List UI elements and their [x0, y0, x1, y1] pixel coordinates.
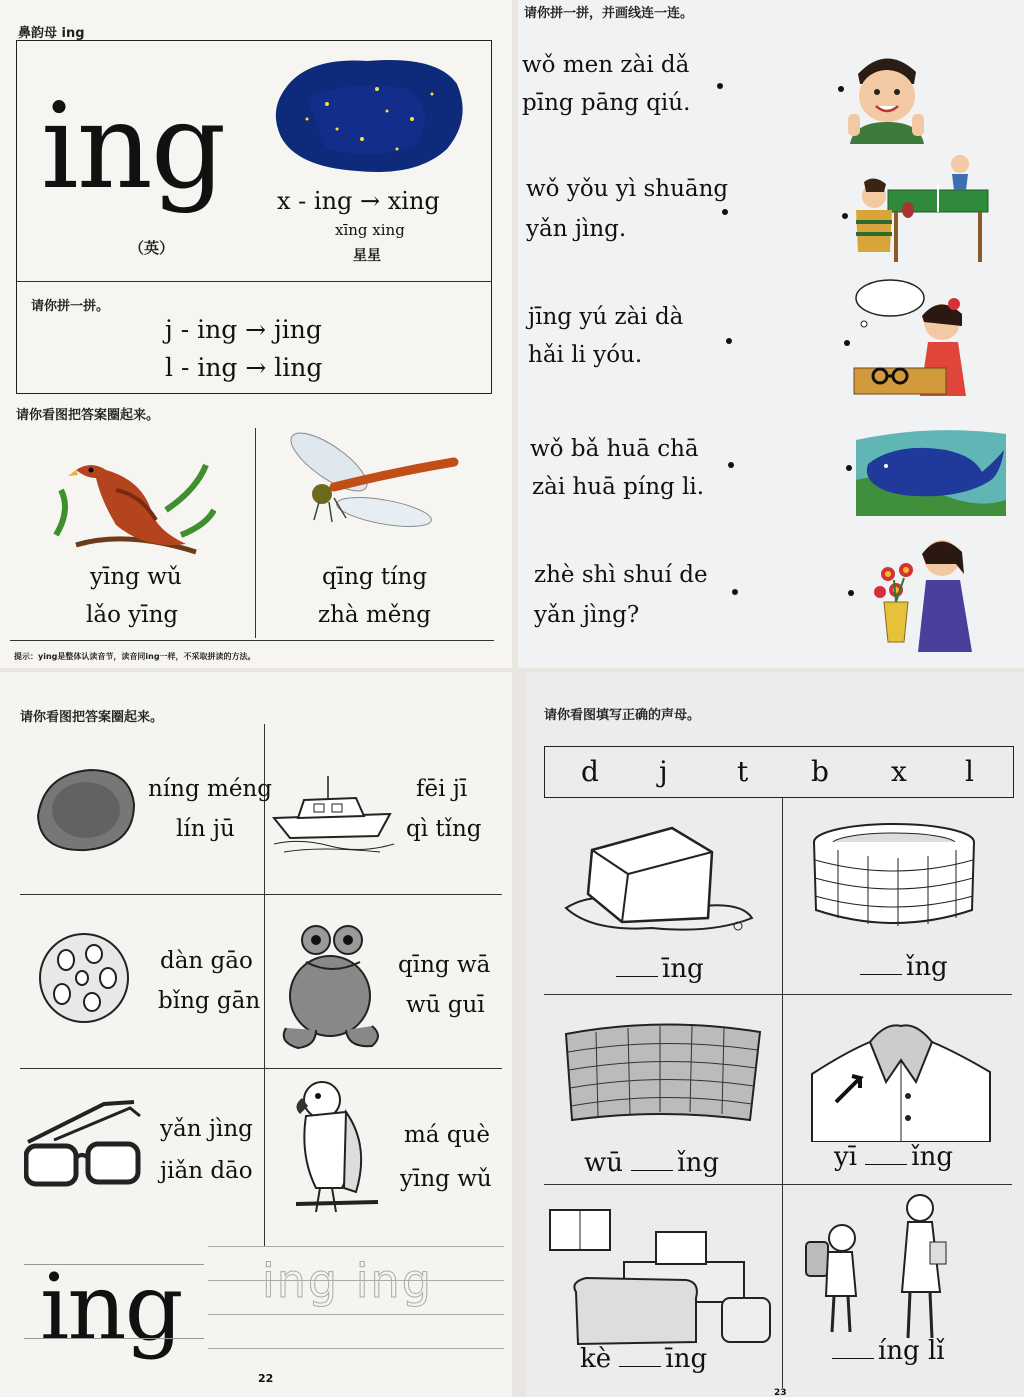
- cell-4-option-2[interactable]: wū guī: [406, 992, 485, 1018]
- match-dot-left-2[interactable]: [722, 209, 728, 215]
- sentence-4-line-2: zài huā píng li.: [532, 474, 705, 500]
- cell-5-option-2[interactable]: jiǎn dāo: [160, 1158, 253, 1184]
- left-option-2[interactable]: lǎo yīng: [86, 602, 179, 628]
- cell-1-option-1[interactable]: níng méng: [148, 776, 272, 802]
- cell-2-option-1[interactable]: fēi jī: [416, 776, 468, 802]
- dragonfly-image: [274, 432, 466, 532]
- sentence-1-line-2: pīng pāng qiú.: [522, 90, 691, 116]
- sentence-3-line-1: jīng yú zài dà: [528, 304, 684, 330]
- write-line-top: [24, 1264, 204, 1265]
- match-dot-left-3[interactable]: [726, 338, 732, 344]
- cell-3-option-1[interactable]: dàn gāo: [160, 948, 253, 974]
- answer-1-final: īng: [662, 954, 704, 984]
- lesson-header: 鼻韵母 ing: [18, 26, 85, 41]
- cell-4-option-1[interactable]: qīng wā: [398, 952, 491, 978]
- sentence-2-line-2: yǎn jìng.: [526, 216, 627, 242]
- cell-3-option-2[interactable]: bǐng gān: [158, 988, 261, 1014]
- trace-line-3: [208, 1314, 504, 1315]
- cell-6-option-1[interactable]: má què: [404, 1122, 490, 1148]
- answer-5[interactable]: [580, 1344, 707, 1374]
- trace-line-1: [208, 1246, 504, 1247]
- girl-with-glasses-image: [850, 276, 980, 414]
- page-number-23: 23: [774, 1388, 787, 1397]
- grid-row-divider-1: [20, 894, 502, 895]
- matching-header: 请你拼一拼，并画线连一连。: [524, 6, 694, 21]
- answer-4[interactable]: [834, 1142, 953, 1172]
- sentence-2-line-1: wǒ yǒu yì shuāng: [526, 176, 729, 202]
- sentence-5-line-1: zhè shì shuí de: [534, 562, 708, 588]
- note-divider: [10, 640, 494, 641]
- practice-title: 请你拼一拼。: [31, 299, 110, 314]
- sentence-5-line-2: yǎn jìng?: [534, 602, 640, 628]
- page-number-22: 22: [258, 1372, 274, 1385]
- letter-j: j: [659, 755, 668, 788]
- circle-title-2: 请你看图把答案圈起来。: [20, 710, 164, 725]
- answer-3-final: ǐng: [677, 1148, 719, 1178]
- match-dot-left-4[interactable]: [728, 462, 734, 468]
- column-divider: [255, 428, 256, 638]
- sentence-1-line-1: wǒ men zài dǎ: [522, 52, 690, 78]
- eagle-image: [46, 440, 216, 560]
- letter-bank: [544, 746, 1014, 798]
- answer-6-final: íng lǐ: [878, 1336, 945, 1366]
- motorboat-image: [270, 770, 400, 856]
- answer-4-final: ǐng: [911, 1142, 953, 1172]
- trace-text[interactable]: ing ing: [262, 1254, 433, 1308]
- formula-pinyin: xīng xing: [335, 221, 405, 239]
- page-23-bottom: [526, 672, 1024, 1397]
- cell-2-option-2[interactable]: qì tǐng: [406, 816, 482, 842]
- answer-2[interactable]: [860, 952, 948, 982]
- glasses-image: [24, 1094, 144, 1190]
- letter-d: d: [581, 755, 599, 788]
- match-dot-right-5[interactable]: [848, 590, 854, 596]
- lemon-image: [30, 764, 140, 856]
- answer-2-final: ǐng: [906, 952, 948, 982]
- fill-grid-vertical-divider: [782, 798, 783, 1388]
- sample-char: （英）: [129, 239, 175, 257]
- frog-image: [276, 918, 386, 1052]
- write-ing-letter: ing: [40, 1254, 182, 1361]
- write-line-base: [24, 1338, 204, 1339]
- intro-box: [16, 40, 492, 394]
- starry-sky-image: [267, 49, 477, 184]
- girl-with-flowers-image: [868, 530, 978, 658]
- fill-title: 请你看图填写正确的声母。: [544, 708, 701, 723]
- answer-1[interactable]: [616, 954, 704, 984]
- page-22-bottom: [0, 672, 512, 1397]
- grid-vertical-divider: [264, 724, 265, 1246]
- box-divider: [17, 281, 491, 282]
- letter-b: b: [811, 755, 829, 788]
- formula: x - ing → xing: [277, 187, 440, 215]
- answer-3-prefix: wū: [584, 1148, 623, 1178]
- well-image: [808, 820, 980, 936]
- answer-5-prefix: kè: [580, 1344, 612, 1374]
- practice-line-2: l - ing → ling: [165, 353, 323, 382]
- practice-line-1: j - ing → jing: [165, 315, 322, 344]
- whale-image: [856, 420, 1006, 516]
- match-dot-left-5[interactable]: [732, 589, 738, 595]
- collar-shirt-image: [806, 1012, 996, 1142]
- match-dot-left-1[interactable]: [717, 83, 723, 89]
- letter-l: l: [965, 755, 974, 788]
- letter-x: x: [891, 755, 907, 788]
- grid-row-divider-2: [20, 1068, 502, 1069]
- fill-grid-row-divider-1: [544, 994, 1012, 995]
- page-23-top: [518, 0, 1024, 668]
- right-option-1[interactable]: qīng tíng: [322, 564, 428, 590]
- letter-t: t: [737, 755, 749, 788]
- answer-5-final: īng: [665, 1344, 708, 1374]
- living-room-image: [546, 1202, 776, 1352]
- formula-chars: 星星: [353, 248, 381, 264]
- ping-pong-image: [848, 152, 996, 268]
- cell-1-option-2[interactable]: lín jū: [176, 816, 235, 842]
- ice-cube-image: [562, 822, 762, 938]
- big-ing-letter: ing: [41, 77, 225, 215]
- answer-6[interactable]: [832, 1336, 945, 1366]
- note-text: 提示：ying是整体认读音节，读音同ing一样，不采取拼读的方法。: [14, 652, 256, 661]
- answer-3[interactable]: [584, 1148, 719, 1178]
- circle-title: 请你看图把答案圈起来。: [16, 408, 160, 423]
- boy-smiling-image: [840, 44, 932, 144]
- match-dot-right-4[interactable]: [846, 465, 852, 471]
- tiled-wall-image: [556, 1020, 766, 1130]
- sentence-3-line-2: hǎi li yóu.: [528, 342, 643, 368]
- boy-bowing-to-teacher-image: [796, 1192, 966, 1342]
- cell-6-option-2[interactable]: yīng wǔ: [400, 1166, 492, 1192]
- answer-4-prefix: yī: [834, 1142, 858, 1172]
- page-22-top: [0, 0, 512, 668]
- right-option-2[interactable]: zhà měng: [318, 602, 431, 628]
- lotus-root-image: [36, 930, 132, 1026]
- left-option-1[interactable]: yīng wǔ: [90, 564, 182, 590]
- fill-grid-row-divider-2: [544, 1184, 1012, 1185]
- cell-5-option-1[interactable]: yǎn jìng: [160, 1116, 253, 1142]
- parrot-image: [292, 1076, 384, 1226]
- sentence-4-line-1: wǒ bǎ huā chā: [530, 436, 699, 462]
- trace-line-4: [208, 1348, 504, 1349]
